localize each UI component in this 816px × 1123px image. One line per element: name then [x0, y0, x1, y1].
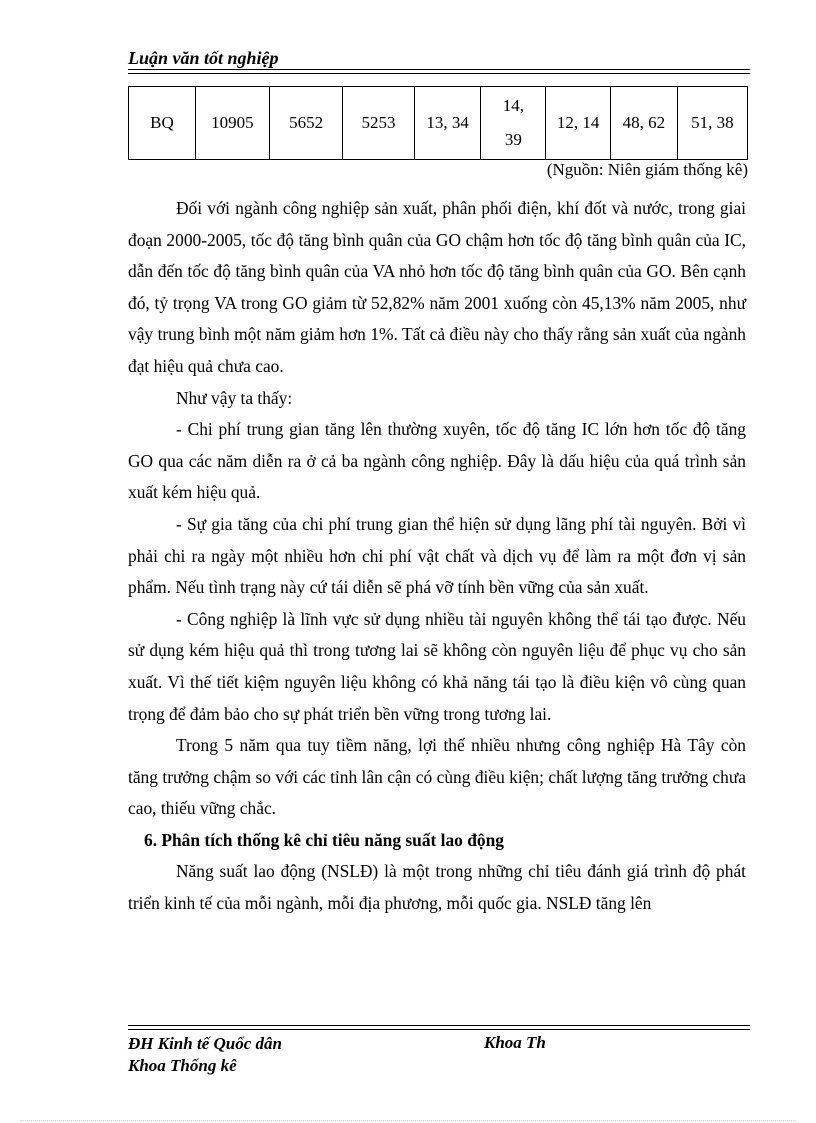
paragraph: Như vậy ta thấy:	[176, 387, 293, 408]
footer-university: ĐH Kinh tế Quốc dân	[128, 1034, 282, 1053]
section-heading: 6. Phân tích thống kê chỉ tiêu năng suất lao động	[144, 829, 504, 850]
table-cell: 10905	[195, 87, 269, 160]
paragraph: - Sự gia tăng của chi phí trung gian thể hiện sử dụng lãng phí tài nguyên. Bởi vì phải chi ra ngày một nhiều hơn chi phí vật chất và dịch vụ để làm ra một đơn vị sản phẩm. Nếu tình trạng này cứ tái diễn sẽ phá vỡ tính bền vững của sản xuất.	[128, 513, 746, 598]
header-title: Luận văn tốt nghiệp	[128, 48, 279, 68]
table-row	[129, 87, 748, 160]
header-rule	[128, 69, 750, 74]
table-cell: 51, 38	[677, 87, 747, 160]
paragraph: Năng suất lao động (NSLĐ) là một trong những chỉ tiêu đánh giá trình độ phát triển kinh tế của mỗi ngành, mỗi địa phương, mỗi quốc gia. NSLĐ tăng lên	[128, 861, 746, 914]
table-cell: 5652	[269, 87, 342, 160]
footer-right: Khoa Th	[484, 1033, 546, 1052]
table-cell: BQ	[129, 87, 196, 160]
table-cell: 5253	[343, 87, 414, 160]
paragraph: Trong 5 năm qua tuy tiềm năng, lợi thế nhiều nhưng công nghiệp Hà Tây còn tăng trưởng chậm so với các tỉnh lân cận có cùng điều kiện; chất lượng tăng trưởng chưa cao, thiếu vững chắc.	[128, 735, 746, 819]
footer-department: Khoa Thống kê	[128, 1056, 237, 1075]
table-cell: 48, 62	[611, 87, 678, 160]
data-table	[128, 86, 748, 160]
table-cell: 14, 39	[481, 87, 546, 160]
body-text	[128, 193, 746, 920]
paragraph: - Chi phí trung gian tăng lên thường xuyên, tốc độ tăng IC lớn hơn tốc độ tăng GO qua các năm diễn ra ở cả ba ngành công nghiệp. Đây là dấu hiệu của quá trình sản xuất kém hiệu quả.	[128, 419, 746, 503]
footer-rule	[128, 1025, 750, 1030]
footer-left	[128, 1033, 282, 1077]
paragraph: Đối với ngành công nghiệp sản xuất, phân phối điện, khí đốt và nước, trong giai đoạn 2000-2005, tốc độ tăng bình quân của GO chậm hơn tốc độ tăng bình quân của IC, dẫn đến tốc độ tăng bình quân của VA nhỏ hơn tốc độ tăng bình quân của GO. Bên cạnh đó, tỷ trọng VA trong GO giảm từ 52,82% năm 2001 xuống còn 45,13% năm 2005, như vậy trung bình một năm giảm hơn 1%. Tất cả điều này cho thấy rằng sản xuất của ngành đạt hiệu quả chưa cao.	[128, 198, 746, 376]
page-bottom-border	[20, 1120, 796, 1121]
table-cell: 13, 34	[414, 87, 481, 160]
table-source-note: (Nguồn: Niên giám thống kê)	[546, 160, 748, 179]
paragraph: - Công nghiệp là lĩnh vực sử dụng nhiều tài nguyên không thể tái tạo được. Nếu sử dụng kém hiệu quả thì trong tương lai sẽ không còn nguyên liệu để phục vụ cho sản xuất. Vì thế tiết kiệm nguyên liệu không có khả năng tái tạo là điều kiện vô cùng quan trọng để đảm bảo cho sự phát triển bền vững trong tương lai.	[128, 608, 746, 724]
table-cell: 12, 14	[546, 87, 611, 160]
